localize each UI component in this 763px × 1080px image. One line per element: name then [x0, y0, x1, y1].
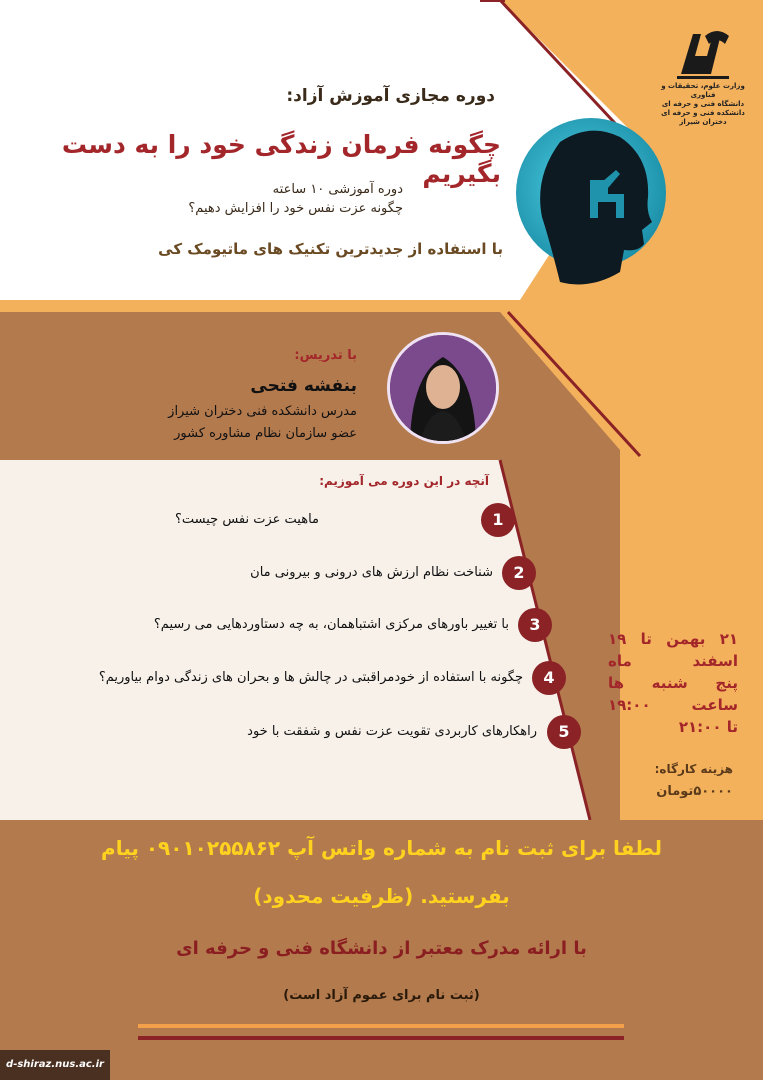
instructor-role-1: مدرس دانشکده فنی دختران شیراز — [168, 404, 357, 419]
registration-line-1: لطفا برای ثبت نام به شماره واتس آپ ۰۹۰۱۰۲۵۵۸۶۲ پیام — [101, 836, 662, 860]
fee-value: ۵۰۰۰۰تومان — [656, 784, 733, 799]
schedule-line-3: پنج شنبه ها — [608, 674, 738, 692]
schedule-line-2: اسفند ماه — [608, 652, 738, 670]
person-portrait-icon — [390, 335, 496, 441]
fee-label: هزینه کارگاه: — [654, 762, 733, 776]
curriculum-heading: آنچه در این دوره می آموزیم: — [319, 474, 489, 488]
registration-line-4: (ثبت نام برای عموم آزاد است) — [283, 988, 480, 1003]
head-silhouette-icon — [520, 122, 670, 312]
divider-line — [138, 1024, 624, 1028]
item-number: 5 — [547, 715, 581, 749]
item-number: 2 — [502, 556, 536, 590]
course-technique: با استفاده از جدیدترین تکنیک های ماتیومک کی — [158, 240, 503, 258]
schedule-line-4: ساعت ۱۹:۰۰ — [608, 696, 738, 714]
curriculum-item: چگونه با استفاده از خودمراقبتی در چالش ها و بحران های زندگی دوام بیاوریم؟ — [98, 670, 523, 685]
course-type: دوره مجازی آموزش آزاد: — [286, 86, 495, 106]
course-question: چگونه عزت نفس خود را افزایش دهیم؟ — [188, 201, 403, 216]
logo-line-2: دانشگاه فنی و حرفه ای — [661, 100, 745, 108]
university-logo — [660, 26, 746, 127]
curriculum-item: شناخت نظام ارزش های درونی و بیرونی مان — [250, 565, 493, 580]
registration-line-2: بفرستید. (ظرفیت محدود) — [253, 884, 510, 908]
curriculum-item: با تغییر باورهای مرکزی اشتباهمان، به چه دستاوردهایی می رسیم؟ — [153, 617, 509, 632]
registration-line-3: با ارائه مدرک معتبر از دانشگاه فنی و حرفه ای — [176, 938, 587, 959]
logo-mark-icon — [673, 26, 733, 82]
logo-line-3: دانشکده فنی و حرفه ای دختران شیراز — [661, 109, 745, 126]
item-number: 1 — [481, 503, 515, 537]
instructor-name: بنفشه فتحی — [250, 376, 357, 396]
instructor-photo — [387, 332, 499, 444]
divider-line — [138, 1036, 624, 1040]
schedule-line-1: ۲۱ بهمن تا ۱۹ — [608, 630, 738, 648]
schedule-block — [608, 628, 738, 738]
course-hours: دوره آموزشی ۱۰ ساعته — [272, 182, 403, 197]
instructor-role-2: عضو سازمان نظام مشاوره کشور — [174, 426, 357, 441]
curriculum-item: ماهیت عزت نفس چیست؟ — [174, 512, 319, 527]
schedule-line-5: تا ۲۱:۰۰ — [678, 718, 738, 736]
item-number: 3 — [518, 608, 552, 642]
logo-line-1: وزارت علوم، تحقیقات و فناوری — [661, 82, 745, 99]
curriculum-item: راهکارهای کاربردی تقویت عزت نفس و شفقت با خود — [247, 724, 537, 739]
website-link[interactable]: d-shiraz.nus.ac.ir — [0, 1050, 110, 1080]
item-number: 4 — [532, 661, 566, 695]
instructor-label: با تدریس: — [294, 348, 357, 363]
course-title: چگونه فرمان زندگی خود را به دست بگیریم — [61, 130, 501, 188]
